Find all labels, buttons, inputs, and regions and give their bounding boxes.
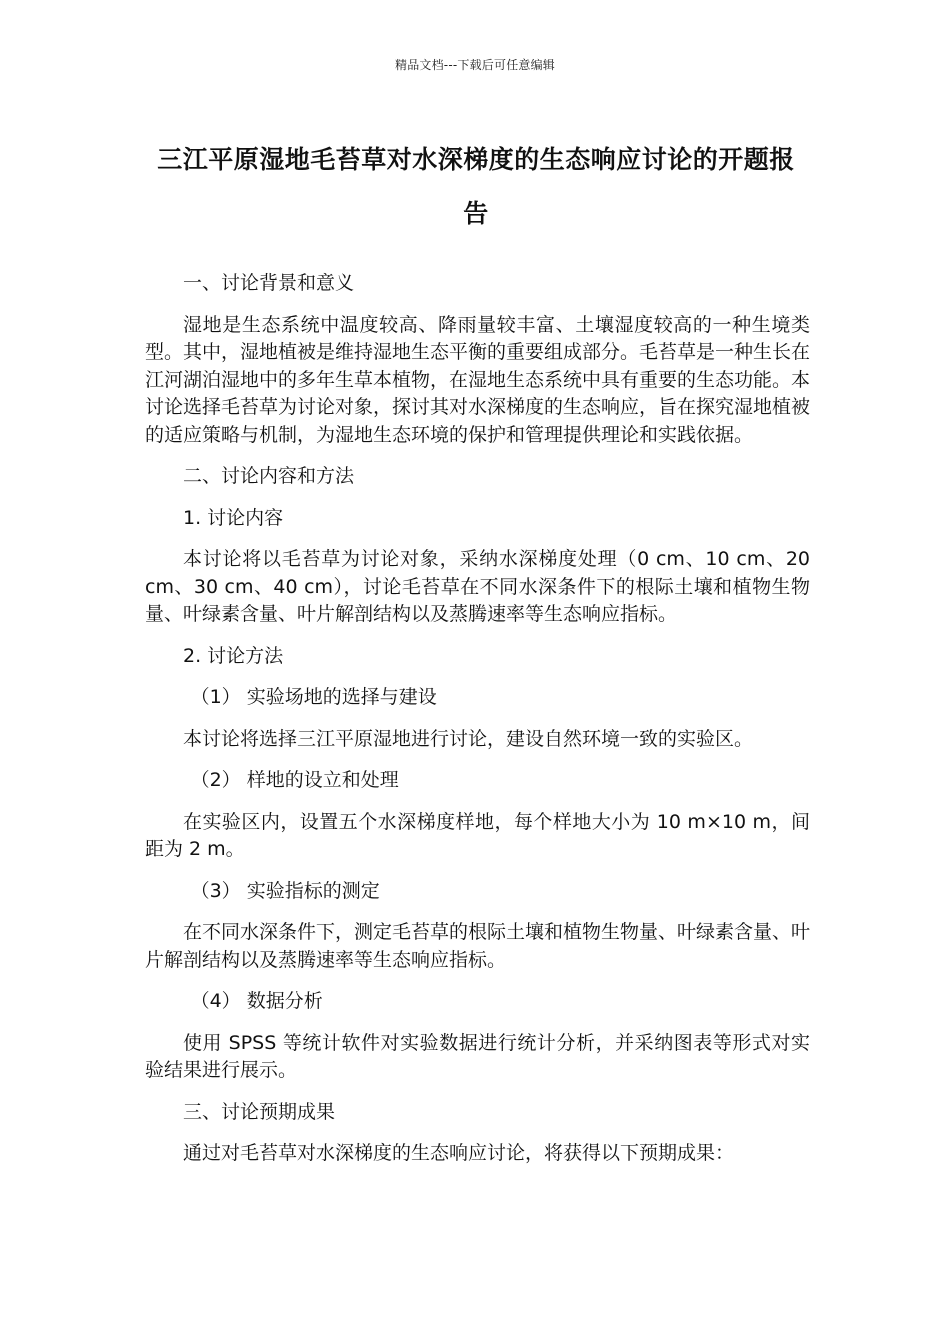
section-heading-background: 一、讨论背景和意义 — [183, 272, 355, 294]
paragraph-expected-results: 通过对毛苔草对水深梯度的生态响应讨论，将获得以下预期成果： — [183, 1142, 735, 1164]
paragraph-data-analysis: 使用 SPSS 等统计软件对实验数据进行统计分析，并采纳图表等形式对实验结果进行展示。 — [145, 1031, 810, 1081]
section-heading-expected-results: 三、讨论预期成果 — [183, 1100, 336, 1123]
paragraph-plot-setup: 在实验区内，设置五个水深梯度样地，每个样地大小为 10 m×10 m，间距为 2 m。 — [145, 810, 810, 860]
paragraph-content: 本讨论将以毛苔草为讨论对象，采纳水深梯度处理（0 cm、10 cm、20 cm、30 cm、40 cm），讨论毛苔草在不同水深条件下的根际土壤和植物生物量、叶绿素含量、叶片解剖结构以及蒸腾速率等生态响应指标。 — [145, 548, 810, 625]
method-item-4: （4） 数据分析 — [190, 990, 323, 1012]
method-item-2: （2） 样地的设立和处理 — [190, 769, 399, 791]
subheading-content: 1. 讨论内容 — [183, 506, 284, 529]
paragraph-measurements: 在不同水深条件下，测定毛苔草的根际土壤和植物生物量、叶绿素含量、叶片解剖结构以及蒸腾速率等生态响应指标。 — [145, 921, 811, 971]
header-note: 精品文档---下载后可任意编辑 — [395, 58, 555, 72]
paragraph-background: 湿地是生态系统中温度较高、降雨量较丰富、土壤湿度较高的一种生境类型。其中，湿地植被是维持湿地生态平衡的重要组成部分。毛苔草是一种生长在江河湖泊湿地中的多年生草本植物，在湿地生态系统中具有重要的生态功能。本讨论选择毛苔草为讨论对象，探讨其对水深梯度的生态响应，旨在探究湿地植被的适应策略与机制，为湿地生态环境的保护和管理提供理论和实践依据。 — [145, 313, 811, 446]
method-item-3: （3） 实验指标的测定 — [190, 879, 380, 902]
paragraph-site-selection: 本讨论将选择三江平原湿地进行讨论，建设自然环境一致的实验区。 — [183, 727, 754, 750]
subheading-methods: 2. 讨论方法 — [183, 644, 284, 667]
document-title: 三江平原湿地毛苔草对水深梯度的生态响应讨论的开题报告 — [157, 145, 795, 228]
document-body — [145, 270, 810, 1182]
method-item-1: （1） 实验场地的选择与建设 — [190, 686, 437, 708]
section-heading-content-methods: 二、讨论内容和方法 — [183, 465, 355, 487]
